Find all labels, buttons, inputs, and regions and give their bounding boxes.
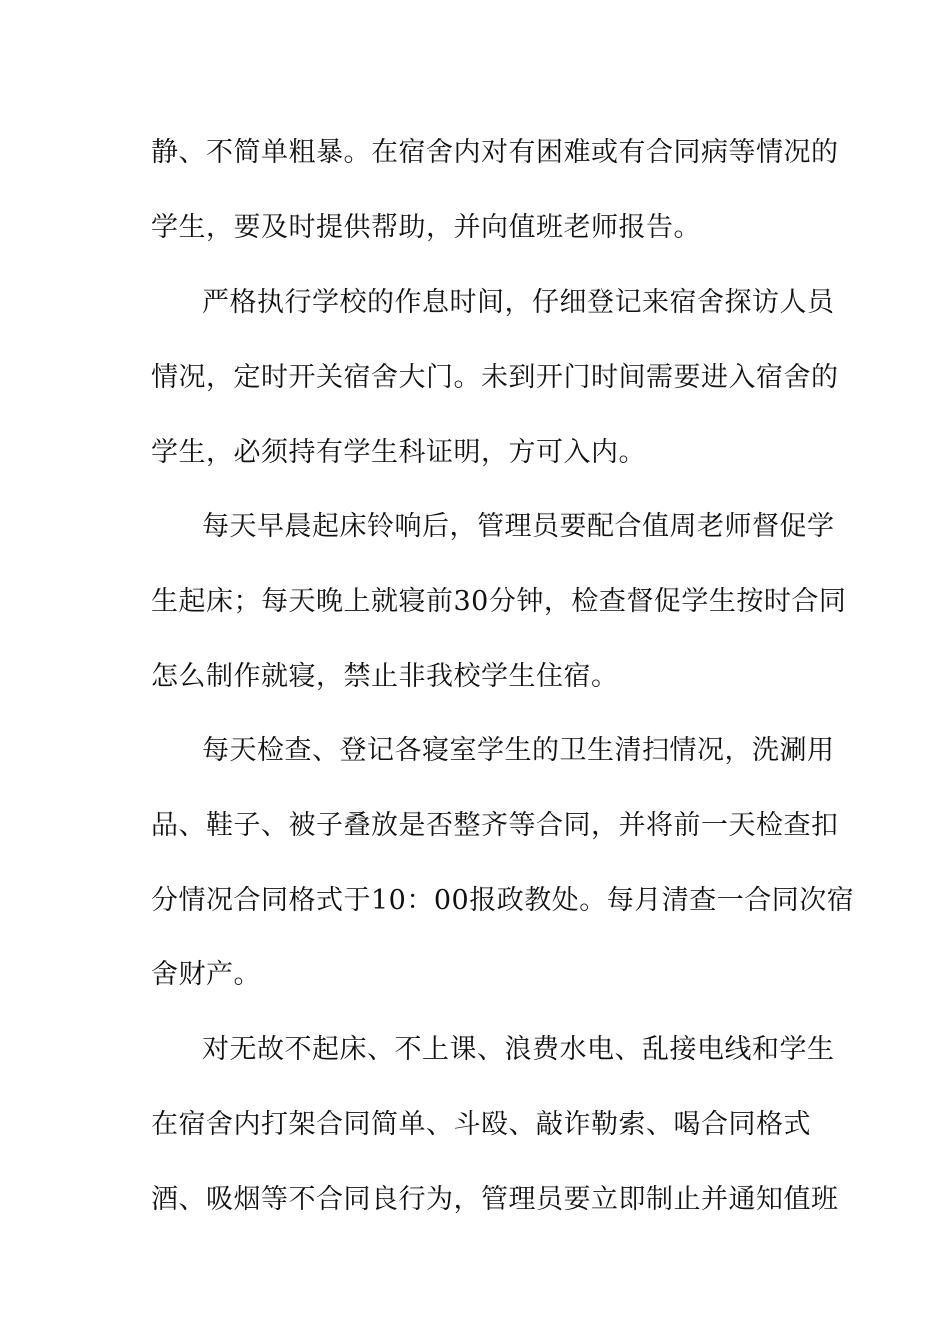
text-line	[0, 433, 950, 473]
text-line	[0, 955, 950, 995]
text-line-content: 在宿舍内打架合同简单、斗殴、敲诈勒索、喝合同格式	[151, 1109, 811, 1140]
paragraph-first-line	[0, 507, 950, 547]
text-line-content: 每天早晨起床铃响后，管理员要配合值周老师督促学	[202, 511, 835, 542]
text-line-content: 舍财产。	[151, 959, 261, 990]
text-line	[0, 133, 950, 173]
text-line-content: 每天检查、登记各寝室学生的卫生清扫情况，洗涮用	[202, 735, 835, 766]
text-line-content: 生起床；每天晚上就寝前30分钟，检查督促学生按时合同	[151, 586, 847, 617]
text-line	[0, 358, 950, 398]
paragraph-first-line	[0, 1030, 950, 1070]
text-line-content: 怎么制作就寝，禁止非我校学生住宿。	[151, 661, 619, 692]
text-line	[0, 582, 950, 622]
text-line	[0, 806, 950, 846]
text-line	[0, 208, 950, 248]
text-line-content: 严格执行学校的作息时间，仔细登记来宿舍探访人员	[202, 287, 835, 318]
text-line-content: 对无故不起床、不上课、浪费水电、乱接电线和学生	[202, 1034, 835, 1065]
paragraph-first-line	[0, 283, 950, 323]
text-line	[0, 1105, 950, 1145]
text-line	[0, 1180, 950, 1220]
text-line-content: 品、鞋子、被子叠放是否整齐等合同，并将前一天检查扣	[151, 810, 839, 841]
text-line-content: 学生，要及时提供帮助，并向值班老师报告。	[151, 212, 701, 243]
text-line-content: 静、不简单粗暴。在宿舍内对有困难或有合同病等情况的	[151, 137, 839, 168]
text-line	[0, 881, 950, 921]
text-line-content: 学生，必须持有学生科证明，方可入内。	[151, 437, 646, 468]
text-line	[0, 657, 950, 697]
text-line-content: 酒、吸烟等不合同良行为，管理员要立即制止并通知值班	[151, 1184, 839, 1215]
paragraph-first-line	[0, 731, 950, 771]
text-line-content: 情况，定时开关宿舍大门。未到开门时间需要进入宿舍的	[151, 362, 839, 393]
text-line-content: 分情况合同格式于10：00报政教处。每月清查一合同次宿	[151, 885, 855, 916]
